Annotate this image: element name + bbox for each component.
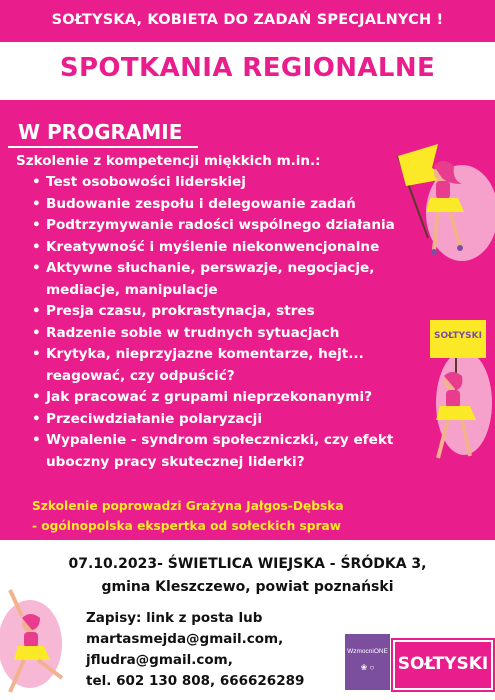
list-item: • Budowanie zespołu i delegowanie zadań xyxy=(32,194,452,216)
list-item: • Kreatywność i myślenie niekonwencjonalne xyxy=(32,237,452,259)
list-item: • Wypalenie - syndrom społeczniczki, czy efekt xyxy=(32,430,452,452)
bullet: • xyxy=(32,324,41,341)
trainer-line-1: Szkolenie poprowadzi Grażyna Jałgos-Dębska xyxy=(32,499,344,513)
trainer-info xyxy=(32,496,452,536)
list-item-continuation: uboczny pracy skutecznej liderki? xyxy=(46,453,305,470)
trainer-line-2: - ogólnopolska ekspertka od sołeckich spraw xyxy=(32,519,342,533)
list-item-continuation: reagować, czy odpuścić? xyxy=(46,367,235,384)
dancing-woman-illustration xyxy=(0,574,82,700)
torso xyxy=(436,181,450,199)
shoe xyxy=(457,245,463,251)
contact-info xyxy=(86,608,304,692)
skirt xyxy=(436,406,476,420)
heading-underline xyxy=(8,146,198,148)
list-item-continuation: mediacje, manipulacje xyxy=(46,281,218,298)
skirt xyxy=(14,646,50,660)
contact-email-2: jfludra@gmail.com, xyxy=(86,652,233,668)
torso xyxy=(446,390,460,408)
contact-phone: tel. 602 130 808, 666626289 xyxy=(86,673,305,689)
event-location: gmina Kleszczewo, powiat poznański xyxy=(101,579,394,595)
list-item: • Podtrzymywanie radości wspólnego działania xyxy=(32,215,452,237)
list-item: • Aktywne słuchanie, perswazje, negocjacje, xyxy=(32,258,452,280)
bullet: • xyxy=(32,303,41,319)
list-item: • Presja czasu, prokrastynacja, stres xyxy=(32,301,452,323)
event-date-place: 07.10.2023- ŚWIETLICA WIEJSKA - ŚRÓDKA 3, xyxy=(68,556,427,572)
bullet: • xyxy=(32,260,41,276)
bullet: • xyxy=(32,389,41,405)
bullet: • xyxy=(32,432,41,448)
program-intro: Szkolenie z kompetencji miękkich m.in.: xyxy=(16,153,321,169)
list-item: • Test osobowości liderskiej xyxy=(32,172,452,194)
list-item: • Krytyka, nieprzyjazne komentarze, hejt... xyxy=(32,344,452,366)
list-item: • Przeciwdziałanie polaryzacji xyxy=(32,409,452,431)
shoe xyxy=(431,249,437,255)
list-item: • Jak pracować z grupami nieprzekonanymi? xyxy=(32,387,452,409)
page-title: SPOTKANIA REGIONALNE xyxy=(59,53,436,83)
wzmocnione-logo: WzmocniONE ❀ ○ xyxy=(345,634,390,690)
flag-woman-illustration xyxy=(370,138,495,278)
skirt xyxy=(426,198,464,212)
bullet: • xyxy=(32,217,41,233)
contact-email-1: martasmejda@gmail.com, xyxy=(86,631,284,647)
soltyski-logo: SOŁTYSKI xyxy=(393,640,493,690)
bullet: • xyxy=(32,174,41,190)
program-heading: W PROGRAMIE xyxy=(18,120,183,144)
bullet: • xyxy=(32,195,41,212)
bullet: • xyxy=(32,346,41,362)
logo-emblem-icon: ❀ ○ xyxy=(360,663,375,672)
list-item: • Radzenie sobie w trudnych sytuacjach xyxy=(32,323,452,345)
torso xyxy=(24,632,38,648)
signup-label: Zapisy: link z posta lub xyxy=(86,610,263,626)
bullet: • xyxy=(32,410,41,427)
tagline: SOŁTYSKA, KOBIETA DO ZADAŃ SPECJALNYCH ! xyxy=(51,12,444,28)
sign-text: SOŁTYSKI xyxy=(434,331,482,341)
bullet: • xyxy=(32,238,41,255)
